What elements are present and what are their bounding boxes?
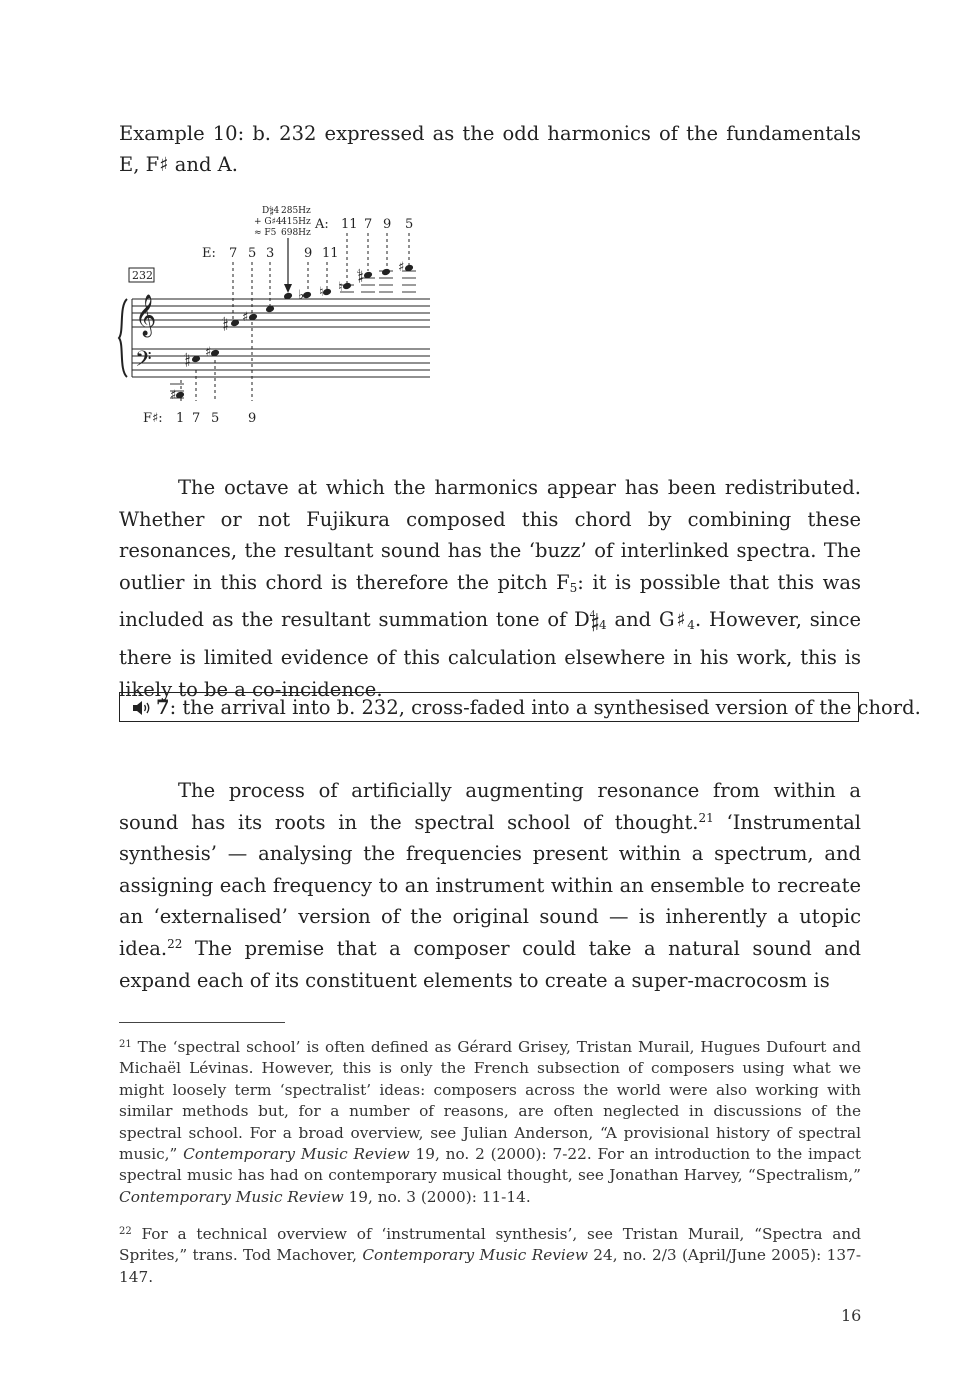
music-example xyxy=(110,198,450,430)
svg-text:𝄲: 𝄲 xyxy=(222,316,229,331)
e-harmonic: 3 xyxy=(266,246,275,261)
e-harmonic: 7 xyxy=(229,246,238,261)
a-prefix: A: xyxy=(315,217,329,232)
svg-text:♭: ♭ xyxy=(298,288,305,303)
note-heads xyxy=(175,264,414,400)
svg-text:♮: ♮ xyxy=(319,285,324,300)
freq-line1-note: D𝄲4 xyxy=(262,206,280,216)
treble-clef-icon: 𝄞 xyxy=(135,295,157,336)
svg-text:𝄲: 𝄲 xyxy=(184,352,191,367)
accidentals xyxy=(170,260,404,403)
e-prefix: E: xyxy=(202,246,216,261)
audio-example-box[interactable] xyxy=(119,692,921,722)
arrow-head xyxy=(284,284,292,293)
a-harmonic: 7 xyxy=(364,217,373,232)
footnote-21: $^{21}$ The ‘spectral school’ is often defined as Gérard Grisey, Tristan Murail, Hugues Dufourt and Michaël Lévinas. However, this is only the French subsection of composers using what we might loosely term ‘spectralist’ ideas: composers across the world were also working with similar methods but, for a number of reasons, are often neglected in discussions of the spectral school. For a broad overview, see Julian Anderson, “A provisional history of spectral music,” Contemporary Music Review 19, no. 2 (2000): 7-22. For an introduction to the impact spectral music has had on contemporary musical thought, see Jonathan Harvey, “Spectralism,” Contemporary Music Review 19, no. 3 (2000): 11-14. xyxy=(119,1038,861,1206)
svg-text:♯: ♯ xyxy=(170,388,177,403)
fs-harmonic: 9 xyxy=(248,411,257,426)
frequency-annotation xyxy=(254,204,311,238)
treble-staff xyxy=(132,299,430,327)
svg-text:𝄲: 𝄲 xyxy=(357,268,364,283)
e-harmonic: 9 xyxy=(304,246,313,261)
page-number: 16 xyxy=(841,1306,862,1325)
svg-text:♯: ♯ xyxy=(242,310,249,325)
freq-line2-value: 415Hz xyxy=(281,217,311,227)
e-harmonic: 5 xyxy=(248,246,257,261)
bass-clef-icon: 𝄢 xyxy=(135,347,152,377)
bar-number: 232 xyxy=(132,269,153,282)
fs-harmonic: 1 xyxy=(176,411,185,426)
svg-text:♯: ♯ xyxy=(205,345,212,360)
audio-example-text: : the arrival into b. 232, cross-faded into a synthesised version of the chord. xyxy=(169,696,921,719)
e-harmonic: 11 xyxy=(322,246,339,261)
footnote-ref-22[interactable]: 22 xyxy=(167,936,183,951)
brace xyxy=(119,299,127,377)
ledger-lines xyxy=(170,271,416,398)
freq-line2-note: + G♯4 xyxy=(254,217,282,227)
freq-line3-note: ≈ F5 xyxy=(254,228,277,238)
body-paragraph-1: The octave at which the harmonics appear has been redistributed. Whether or not Fujikura composed this chord by combining these resonances, the resultant sound has the ‘buzz’ of interlinked spectra. The outlier in this chord is therefore the pitch $F_5$: it is possible that this was included as the resultant summation tone of $D𝄲_4$ and $G♯_4$. However, since there is limited evidence of this calculation elsewhere in his work, this is likely to be a co-incidence. xyxy=(119,476,861,701)
fs-harmonic-labels xyxy=(143,411,256,426)
e-harmonic-labels xyxy=(202,246,339,261)
speaker-icon xyxy=(132,700,152,716)
svg-text:♯: ♯ xyxy=(398,260,405,275)
freq-line1-value: 285Hz xyxy=(281,206,311,216)
fs-prefix: F♯: xyxy=(143,411,163,426)
a-harmonic: 11 xyxy=(341,217,358,232)
a-harmonic: 5 xyxy=(405,217,414,232)
fs-harmonic: 7 xyxy=(192,411,201,426)
body-paragraph-2: The process of artificially augmenting resonance from within a sound has its roots in the spectral school of thought.$^{21}$ ‘Instrumental synthesis’ — analysing the frequencies present within a spectrum, and assigning each frequency to an instrument within an ensemble to recreate an ‘externalised’ version of the original sound — is inherently a utopic idea.$^{22}$ The premise that a composer could take a natural sound and expand each of its constituent elements to create a super-macrocosm is xyxy=(119,779,862,992)
a-harmonic: 9 xyxy=(383,217,392,232)
footnote-22: $^{22}$ For a technical overview of ‘instrumental synthesis’, see Tristan Murail, “Spectra and Sprites,” trans. Tod Machover, Contemporary Music Review 24, no. 2/3 (April/June 2005): 137-147. xyxy=(119,1225,861,1286)
svg-text:♮: ♮ xyxy=(338,280,343,295)
example-caption: Example 10: b. 232 expressed as the odd harmonics of the fundamentals E, F♯ and A. xyxy=(119,122,861,176)
footnote-divider xyxy=(119,1022,285,1023)
bass-staff xyxy=(132,349,430,377)
freq-line3-value: 698Hz xyxy=(281,228,311,238)
footnote-ref-21[interactable]: 21 xyxy=(698,810,714,825)
audio-example-number: 7 xyxy=(156,696,170,719)
a-harmonic-labels xyxy=(314,217,413,232)
fs-harmonic: 5 xyxy=(211,411,220,426)
